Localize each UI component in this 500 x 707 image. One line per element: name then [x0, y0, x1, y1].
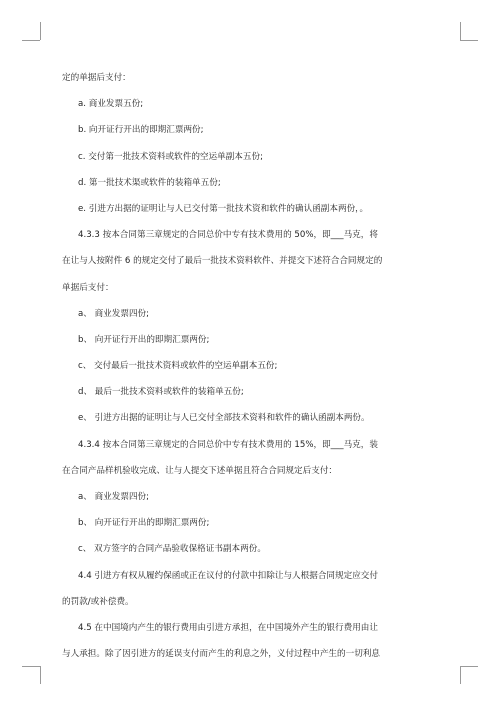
- list-item: c、 交付最后一批技术资料或软件的空运单副本五份;: [78, 361, 278, 372]
- text-line: 定的单据后支付：: [62, 73, 131, 83]
- text-line: 的罚款/或补偿费。: [62, 596, 134, 607]
- text-line: 单据后支付：: [62, 282, 114, 293]
- list-item: c、 双方签字的合同产品验收保格证书副本两份。: [78, 544, 266, 555]
- clause-4-4: 4.4 引进方有权从履约保函或正在议付的付款中扣除让与人根据合同规定应交付: [78, 570, 378, 581]
- document-body: [62, 72, 444, 674]
- crop-mark-bottom-left-h: [22, 666, 40, 667]
- crop-mark-top-right-v: [460, 22, 461, 40]
- list-item: e. 引进方出据的证明让与人已交付第一批技术资和软件的确认函副本两份，。: [78, 203, 369, 214]
- clause-4-3-4: 4.3.4 按本合同第三章规定的合同总价中专有技术费用的 15%，即___马克，装: [78, 439, 378, 450]
- crop-mark-top-left-v: [40, 22, 41, 40]
- text-line: 与人承担。除了因引进方的延误支付而产生的利息之外，义付过程中产生的一切利息: [62, 649, 380, 660]
- list-item: b、 向开证行开出的即期汇票两份;: [78, 518, 210, 529]
- text-line: 在让与人按附件 6 的规定交付了最后一批技术资料软件、并提交下述符合合同规定的: [62, 256, 383, 267]
- list-item: d、 最后一批技术资料或软件的装箱单五份;: [78, 387, 244, 398]
- list-item: b、 向开证行开出的即期汇票两份;: [78, 334, 210, 345]
- clause-4-3-3: 4.3.3 按本合同第三章规定的合同总价中专有技术费用的 50%，即___马克，将: [78, 230, 378, 241]
- list-item: d. 第一批技术渠或软件的装箱单五份;: [78, 177, 221, 188]
- list-item: b. 向开证行开出的即期汇票两份;: [78, 125, 204, 136]
- crop-mark-bottom-right-h: [460, 666, 478, 667]
- list-item: e、 引进方出据的证明让与人已交付全部技术资料和软件的确认函副本两份。: [78, 413, 370, 424]
- crop-mark-top-right-h: [460, 40, 478, 41]
- list-item: a、 商业发票四份;: [78, 492, 150, 502]
- crop-mark-top-left-h: [22, 40, 40, 41]
- list-item: a. 商业发票五份;: [78, 99, 144, 110]
- crop-mark-bottom-right-v: [460, 666, 461, 684]
- list-item: a、 商业发票四份;: [78, 308, 150, 319]
- crop-mark-bottom-left-v: [40, 666, 41, 684]
- text-line: 在合同产品样机验收完成、让与人提交下述单据且符合合同规定后支付：: [62, 465, 338, 476]
- list-item: c. 交付第一批技术资料或软件的空运单副本五份;: [78, 151, 263, 162]
- clause-4-5: 4.5 在中国境内产生的银行费用由引进方承担，在中国境外产生的银行费用由让: [78, 622, 378, 633]
